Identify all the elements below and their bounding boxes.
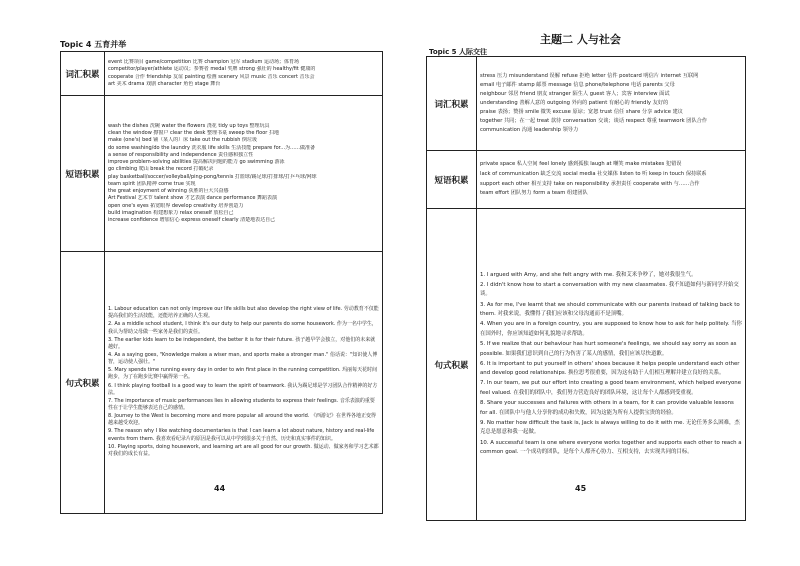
right-vocab-line: communication 沟通 leadership 领导力 — [480, 127, 579, 134]
right-page-number: 45 — [575, 484, 587, 493]
left-sentence-content — [105, 252, 383, 514]
left-topic-table — [60, 51, 383, 514]
right-sentence-item: 4. When you are in a foreign country, you are supposed to know how to ask for help politely. 当你在国外时，你应该知道如何礼貌地寻求帮助。 — [480, 321, 742, 337]
left-sentence-item: 1. Labour education can not only improve our life skills but also develop the right view of life. 劳动教育不仅能提高我们的生活技能，还能培养正确的人生观。 — [108, 306, 379, 320]
left-phrase-row — [61, 96, 383, 252]
right-vocab-line: neighbour 邻居 friend 朋友 stranger 陌生人 guest 客人；宾客 interview 面试 — [480, 90, 670, 97]
left-sentence-item: 7. The importance of music performances lies in allowing students to express their feelings. 音乐表演的重要性在于让学生能够表达自己的感情。 — [108, 397, 375, 412]
left-sentence-item: 8. Journey to the West is becoming more and more popular all around the world. 《西游记》在世界各地正变得越来越受欢迎。 — [108, 413, 377, 427]
right-sentence-label: 句式积累 — [427, 209, 477, 521]
left-phrase-line: team spirit 团队精神 come true 实现 — [108, 180, 196, 187]
left-sentence-label: 句式积累 — [61, 252, 105, 514]
left-sentence-item: 10. Playing sports, doing housework, and learning art are all good for our growth. 做运动、做家务和学习艺术都对我们的成长有益。 — [108, 443, 379, 457]
left-phrase-line: open one's eyes 拓宽眼界 develop creativity 培养创造力 — [108, 202, 244, 209]
left-vocab-content — [105, 52, 383, 96]
right-sentence-content — [477, 209, 746, 521]
left-phrase-line: build imagination 构建想象力 relax oneself 放松自己 — [108, 209, 234, 216]
left-phrase-line: wash the dishes 洗碗 water the flowers 浇花 tidy up toys 整理玩具 — [108, 122, 270, 129]
left-phrase-line: go climbing 爬山 break the record 打破纪录 — [108, 166, 214, 173]
left-vocab-line: cooperate 合作 friendship 友谊 painting 绘画 scenery 风景 music 音乐 concert 音乐会 — [108, 73, 315, 80]
right-vocab-label: 词汇积累 — [427, 57, 477, 151]
right-sentence-item: 6. It is important to put yourself in others' shoes because it helps people understand each other and develop good relationships. 换位思考很重要，因为这有助于人们相互理解并建立良好的关系。 — [480, 360, 740, 377]
right-sentence-item: 3. As for me, I've learnt that we should communicate with our parents instead of talking back to them. 对我来说，我懂得了我们应该和父母沟通而不是顶嘴。 — [480, 301, 740, 318]
left-phrase-line: a sense of responsibility and independence 责任感和独立性 — [108, 151, 254, 158]
right-vocab-row — [427, 57, 746, 151]
left-phrase-content — [105, 96, 383, 252]
left-vocab-line: art 美术 drama 戏剧 character 角色 stage 舞台 — [108, 80, 221, 87]
left-page-number: 44 — [214, 484, 226, 493]
right-topic-heading: Topic 5 人际交往 — [429, 48, 487, 56]
right-vocab-content — [477, 57, 746, 151]
left-phrase-line: do some washing/do the laundry 洗衣服 life skills 生活技能 prepare for...为……做准备 — [108, 144, 316, 151]
left-phrase-line: the great enjoyment of winning 获胜的巨大兴奋感 — [108, 188, 229, 194]
right-vocab-line: stress 压力 misunderstand 误解 refuse 拒绝 letter 信件 postcard 明信片 internet 互联网 — [480, 72, 699, 79]
right-phrase-row — [427, 151, 746, 209]
left-sentence-item: 2. As a middle school student, I think it's our duty to help our parents do some housework. 作为一名中学生，我认为帮助父母做一些家务是我们的责任。 — [108, 321, 377, 335]
right-phrase-label: 短语积累 — [427, 151, 477, 209]
right-phrase-content — [477, 151, 746, 209]
right-main-title: 主题二 人与社会 — [540, 33, 621, 46]
left-phrase-line: improve problem-solving abilities 提高解决问题的能力 go swimming 游泳 — [108, 159, 285, 165]
right-phrase-line: team effort 团队努力 form a team 组建团队 — [480, 190, 588, 197]
right-sentence-item: 8. Share your successes and failures with others in a team, for it can provide valuable lessons for all. 在团队中与他人分享你的成功和失败，因为这能为所有人提供宝贵的经验。 — [480, 400, 734, 416]
left-topic-heading: Topic 4 五育并举 — [60, 40, 127, 49]
right-sentence-item: 1. I argued with Amy, and she felt angry with me. 我和艾米争吵了，她对我很生气。 — [480, 271, 697, 278]
left-vocab-line: competitor/player/athlete 运动员；参赛者 medal 奖牌 strong 强壮的 healthy/fit 健康的 — [108, 66, 316, 73]
left-sentence-item: 6. I think playing football is a good way to learn the spirit of teamwork. 我认为踢足球是学习团队合作精神的好方法。 — [108, 382, 378, 396]
left-phrase-line: clean the window 擦窗户 clear the desk 整理书桌 sweep the floor 扫地 — [108, 130, 279, 136]
left-vocab-label: 词汇积累 — [61, 52, 105, 96]
left-sentence-row — [61, 252, 383, 514]
right-vocab-line: understanding 善解人意的 outgoing 外向的 patient 有耐心的 friendly 友好的 — [480, 99, 669, 106]
left-phrase-label: 短语积累 — [61, 96, 105, 252]
right-sentence-item: 5. If we realize that our behaviour has hurt someone's feelings, we should say sorry as soon as possible. 如果我们意识到自己的行为伤害了某人的感情，我们应该尽快道歉。 — [480, 341, 737, 357]
left-sentence-item: 3. The earlier kids learn to be independent, the better it is for their future. 孩子越早学会独立，对他们的未来就越好。 — [108, 336, 376, 350]
left-sentence-item: 4. As a saying goes, "Knowledge makes a wiser man, and sports make a stronger man." 俗话说："知识使人博智，运动使人强壮。" — [108, 351, 378, 366]
right-sentence-item: 2. I didn't know how to start a conversation with my new classmates. 我不知道如何与新同学开始交谈。 — [480, 281, 739, 298]
right-sentence-item: 9. No matter how difficult the task is, Jack is always willing to do it with me. 无论任务多么困难，杰克总是愿意和我一起做。 — [480, 419, 740, 436]
right-vocab-line: praise 表扬；赞扬 smile 微笑 excuse 原谅；宽恕 trust 信任 share 分享 advice 建议 — [480, 109, 683, 116]
left-sentence-item: 9. The reason why I like watching documentaries is that I can learn a lot about nature, history and real-life events from them. 我喜欢看纪录片的原因是我可以从中学到很多关于自然、历史和真实事件的知识。 — [108, 428, 375, 442]
right-vocab-line: together 共同；在一起 treat 款待 conversation 交谈；谈话 respect 尊重 teamwork 团队合作 — [480, 118, 708, 125]
left-phrase-line: Art Festival 艺术节 talent show 才艺表演 dance performance 舞蹈表演 — [108, 195, 277, 202]
left-phrase-line: play basketball/soccer/volleyball/ping-pong/tennis 打篮球/踢足球/打排球/打乒乓球/网球 — [108, 173, 317, 180]
left-phrase-line: make (one's) bed 铺（某人的）床 take out the rubbish 倒垃圾 — [108, 137, 258, 144]
right-phrase-line: support each other 相互支持 take on responsibility 承担责任 cooperate with 与……合作 — [480, 180, 700, 187]
left-vocab-row — [61, 52, 383, 96]
right-topic-table — [426, 56, 746, 521]
right-phrase-line: private space 私人空间 feel lonely 感到孤独 laugh at 嘲笑 make mistakes 犯错误 — [480, 160, 682, 167]
left-sentence-item: 5. Mary spends time running every day in order to win first place in the running competition. 玛丽每天花时间跑步，为了在跑步比赛中赢得第一名。 — [108, 367, 378, 381]
left-vocab-line: event 比赛项目 game/competition 比赛 champion 冠军 stadium 运动场；体育场 — [108, 59, 299, 65]
right-vocab-line: email 电子邮件 stamp 邮票 message 信息 phone/telephone 电话 parents 父母 — [480, 81, 675, 88]
right-sentence-item: 10. A successful team is one where everyone works together and supports each other to reach a common goal. 一个成功的团队，是每个人都齐心协力、互相支持，去实现共同的目标。 — [480, 439, 742, 456]
right-phrase-line: lack of communication 缺乏交流 social media 社交媒体 listen to 听 keep in touch 保持联系 — [480, 170, 707, 177]
left-phrase-line: increase confidence 增加信心 express oneself clearly 清楚地表达自己 — [108, 217, 276, 223]
right-sentence-item: 7. In our team, we put our effort into creating a good team environment, which helped everyone feel valued. 在我们的团队中，我们努力营造良好的团队环境，这让每个人都感到受重视。 — [480, 380, 742, 396]
right-sentence-row — [427, 209, 746, 521]
